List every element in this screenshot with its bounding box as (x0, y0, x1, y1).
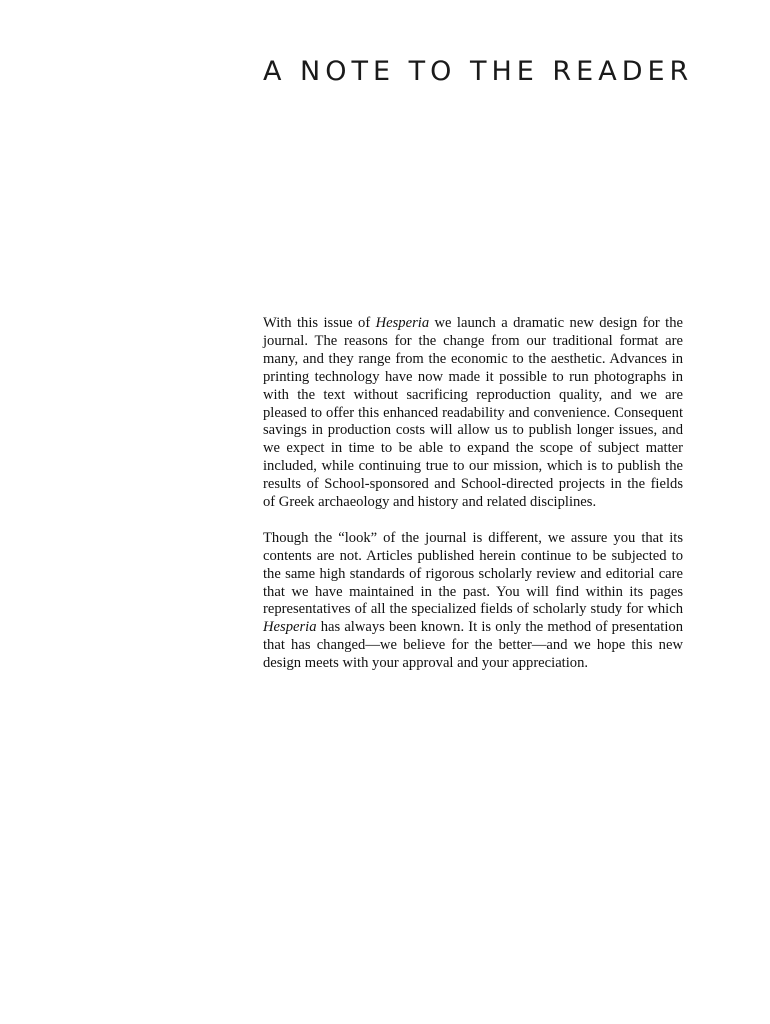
paragraph-1-text-start: With this issue of (263, 315, 376, 331)
paragraph-2-text-start: Though the “look” of the journal is different, we assure you that its contents are not. Articles published herein continue to be subjected to the same high standards of rigorous scholarly review and editorial care that we have maintained in the past. You will find within its pages representatives of all the specialized fields of scholarly study for which (263, 529, 683, 618)
page-title: A NOTE TO THE READER (263, 56, 694, 87)
journal-name: Hesperia (263, 619, 317, 636)
paragraph-2 (263, 530, 683, 673)
journal-name: Hesperia (375, 315, 430, 331)
paragraph-1 (263, 315, 683, 512)
paragraph-2-text-end: has always been known. It is only the method of presentation that has changed—we believe for the better—and we hope this new design meets with your approval and your appreciation. (263, 619, 683, 672)
note-body (263, 315, 683, 673)
paragraph-1-text-end: we launch a dramatic new design for the journal. The reasons for the change from our traditional format are many, and they range from the economic to the aesthetic. Advances in printing technology have now made it possible to run photographs in with the text without sacrificing reproduction quality, and we are pleased to offer this enhanced readability and convenience. Consequent savings in production costs will allow us to publish longer issues, and we expect in time to be able to expand the scope of subject matter included, while continuing true to our mission, which is to publish the results of School-sponsored and School-directed projects in the fields of Greek archaeology and history and related disciplines. (263, 315, 683, 511)
